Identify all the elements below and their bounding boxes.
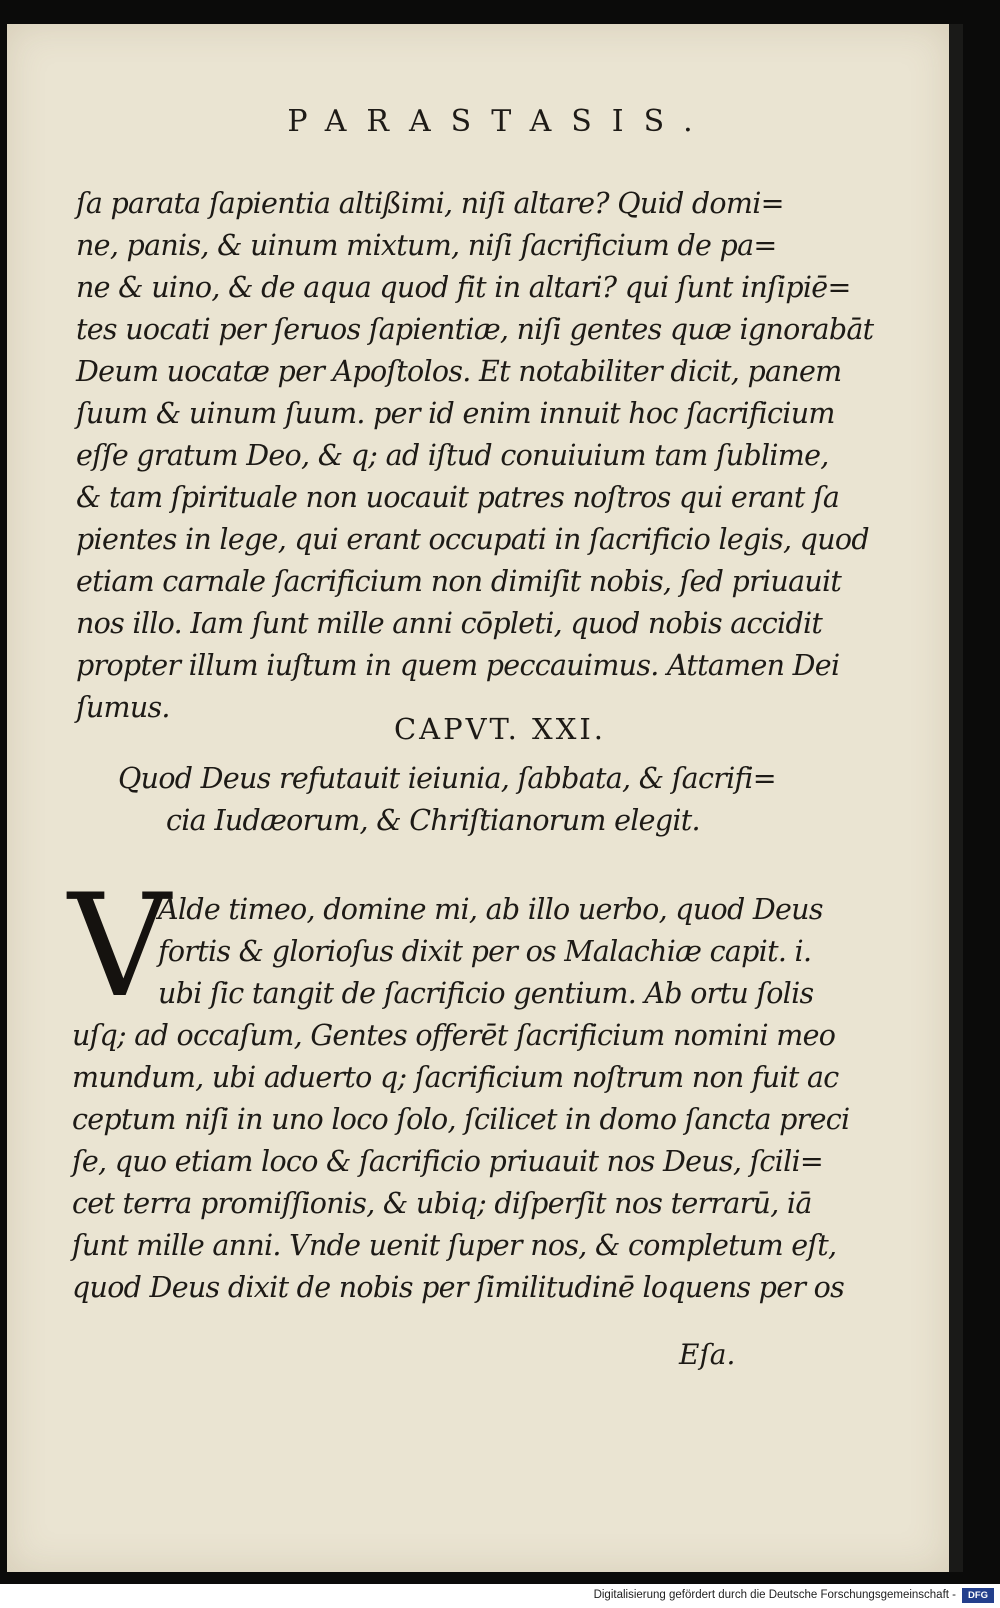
text-line: ſuum & uinum ſuum. per id enim innuit hoc ſacrificium xyxy=(76,397,835,430)
text-line: cet terra promiſſionis, & ubiq; diſperſit nos terrarū, iā xyxy=(72,1187,812,1220)
text-line: etiam carnale ſacrificium non dimiſit nobis, ſed priuauit xyxy=(76,565,842,598)
catchword: Eſa. xyxy=(679,1338,736,1371)
text-line: Alde timeo, domine mi, ab illo uerbo, quod Deus xyxy=(158,893,823,926)
page-edge xyxy=(949,24,963,1572)
drop-cap-initial: V xyxy=(68,864,171,1029)
text-line: ne & uino, & de aqua quod fit in altari? qui ſunt inſipiē= xyxy=(76,271,851,304)
running-head: PARASTASIS. xyxy=(287,104,713,139)
dfg-logo-icon: DFG xyxy=(962,1588,994,1603)
text-line: pientes in lege, qui erant occupati in ſacrificio legis, quod xyxy=(76,523,869,556)
text-line: propter illum iuſtum in quem peccauimus. Attamen Dei xyxy=(76,649,840,682)
text-line: uſq; ad occaſum, Gentes offerēt ſacrificium nomini meo xyxy=(72,1019,836,1052)
text-line: ſe, quo etiam loco & ſacrificio priuauit nos Deus, ſcili= xyxy=(72,1145,824,1178)
text-line: tes uocati per ſeruos ſapientiæ, niſi gentes quæ ignorabāt xyxy=(76,313,874,346)
text-line: quod Deus dixit de nobis per ſimilitudinē loquens per os xyxy=(72,1271,845,1304)
text-line: ne, panis, & uinum mixtum, niſi ſacrificium de pa= xyxy=(76,229,777,262)
chapter-heading: CAPVT. XXI. xyxy=(393,712,607,746)
text-line: ceptum niſi in uno loco ſolo, ſcilicet in domo ſancta preci xyxy=(72,1103,850,1136)
text-line: mundum, ubi aduerto q; ſacrificium noſtrum non fuit ac xyxy=(72,1061,839,1094)
chapter-subtitle-line: cia Iudæorum, & Chriſtianorum elegit. xyxy=(166,804,700,837)
text-line: nos illo. Iam ſunt mille anni cōpleti, quod nobis accidit xyxy=(76,607,823,640)
text-line: ſumus. xyxy=(76,691,170,724)
text-line: Deum uocatæ per Apoſtolos. Et notabiliter dicit, panem xyxy=(76,355,842,388)
chapter-subtitle-line: Quod Deus refutauit ieiunia, ſabbata, & ſacrifi= xyxy=(118,762,776,795)
text-line: fortis & glorioſus dixit per os Malachiæ capit. i. xyxy=(158,935,812,968)
text-line: ubi ſic tangit de ſacrificio gentium. Ab ortu ſolis xyxy=(158,977,814,1010)
text-line: ſunt mille anni. Vnde uenit ſuper nos, & completum eſt, xyxy=(72,1229,837,1262)
text-line: & tam ſpirituale non uocauit patres noſtros qui erant ſa xyxy=(76,481,840,514)
text-line: eſſe gratum Deo, & q; ad iſtud conuiuium tam ſublime, xyxy=(76,439,829,472)
footer-credit: Digitalisierung gefördert durch die Deutsche Forschungsgemeinschaft - xyxy=(593,1589,956,1601)
footer-bar xyxy=(0,1584,1000,1608)
text-line: ſa parata ſapientia altißimi, niſi altare? Quid domi= xyxy=(76,187,784,220)
